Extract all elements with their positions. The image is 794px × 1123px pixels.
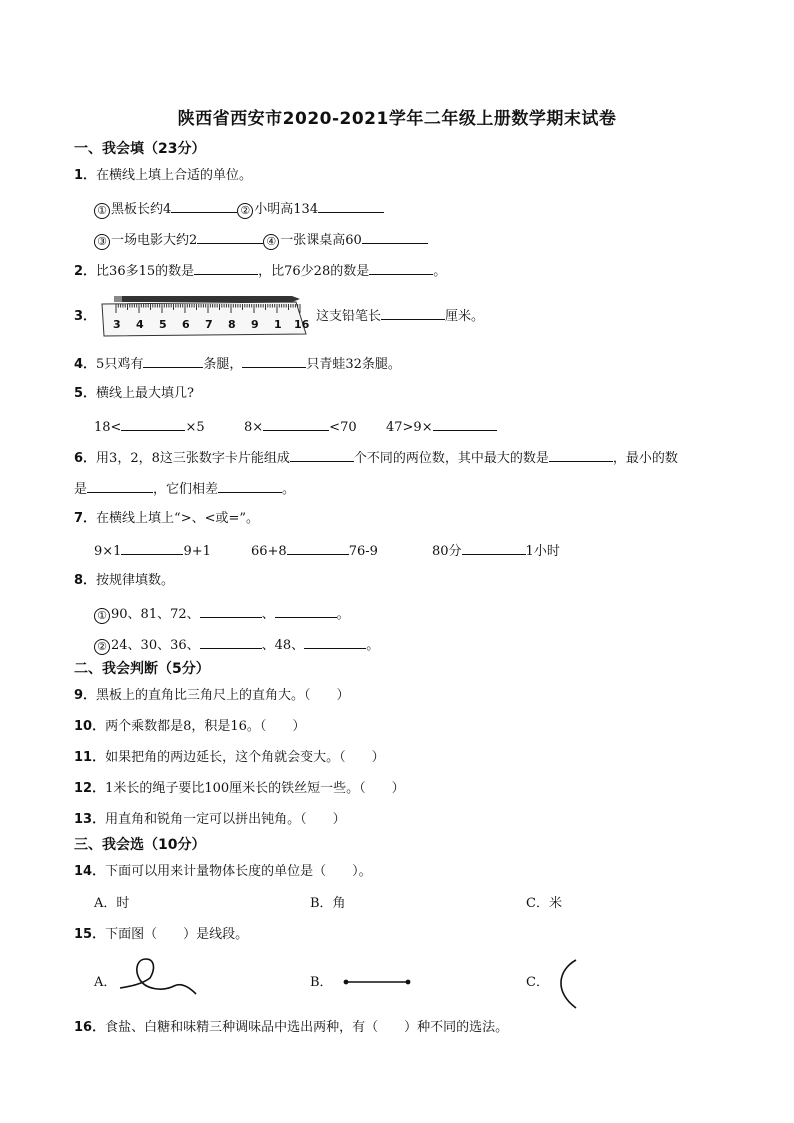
circled-number: ①	[94, 203, 110, 219]
question-5-expr-1	[94, 416, 205, 438]
question-text: 食盐、白糖和味精三种调味品中选出两种，有（ ）种不同的选法。	[105, 1020, 509, 1035]
expression-text: 18<	[94, 420, 122, 435]
answer-blank[interactable]	[433, 416, 497, 431]
question-16	[74, 1018, 508, 1038]
question-number: 5．	[74, 386, 97, 401]
question-text: 在横线上填上“>、<或=”。	[96, 511, 260, 526]
answer-blank[interactable]	[194, 260, 258, 275]
question-number: 14．	[74, 864, 106, 879]
question-text: ，它们相差	[153, 482, 219, 497]
answer-blank[interactable]	[87, 478, 153, 493]
sequence-text: 。	[366, 638, 380, 653]
answer-blank[interactable]	[287, 540, 349, 555]
question-text: 如果把角的两边延长，这个角就会变大。（ ）	[105, 750, 385, 765]
ruler-label: 6	[182, 318, 190, 331]
ruler-label: 4	[136, 318, 144, 331]
question-7-expr-1	[94, 540, 211, 562]
question-8	[74, 571, 174, 591]
ruler-label: 9	[251, 318, 259, 331]
question-13	[74, 810, 346, 830]
circled-number: ②	[94, 639, 110, 655]
ruler-label: 8	[228, 318, 236, 331]
question-number: 3．	[74, 309, 97, 324]
pencil-icon	[114, 296, 292, 302]
sequence-text: 、	[261, 607, 275, 622]
question-1-row-2	[94, 229, 428, 251]
answer-blank[interactable]	[275, 603, 337, 618]
question-number: 2．	[74, 264, 97, 279]
question-text: 横线上最大填几?	[96, 386, 195, 401]
question-text: 。	[433, 264, 447, 279]
answer-blank[interactable]	[362, 229, 428, 244]
question-text: 。	[282, 482, 296, 497]
circled-number: ④	[263, 234, 279, 250]
question-4	[74, 353, 401, 375]
question-7-expr-3	[432, 540, 560, 562]
question-1-row-1	[94, 198, 384, 220]
question-14-option-a[interactable]: A．时	[94, 896, 130, 911]
answer-blank[interactable]	[121, 540, 183, 555]
ruler-label: 1	[274, 318, 282, 331]
sequence-text: 、48、	[261, 638, 305, 653]
question-text: 用3，2，8这三张数字卡片能组成	[96, 451, 290, 466]
question-7	[74, 509, 259, 529]
answer-blank[interactable]	[369, 260, 433, 275]
expression-text: 80分	[432, 544, 462, 559]
question-7-expr-2	[251, 540, 378, 562]
question-6-line-2	[74, 478, 295, 500]
line-segment-figure-icon	[340, 975, 414, 989]
question-5-expr-3	[386, 416, 497, 438]
question-number: 12．	[74, 781, 106, 796]
expression-text: 8×	[244, 420, 264, 435]
question-text: 厘米。	[445, 309, 485, 324]
question-text: 只青蛙32条腿。	[306, 357, 401, 372]
question-text: ，最小的数	[612, 451, 678, 466]
question-text: 5只鸡有	[96, 357, 144, 372]
answer-blank[interactable]	[381, 305, 445, 320]
question-number: 10．	[74, 719, 106, 734]
question-number: 8．	[74, 573, 97, 588]
question-11	[74, 748, 385, 768]
curve-figure-icon	[118, 956, 202, 1000]
expression-text: 1小时	[525, 544, 560, 559]
question-number: 9．	[74, 688, 97, 703]
question-text: 这支铅笔长	[316, 309, 382, 324]
expression-text: ×5	[185, 420, 205, 435]
answer-blank[interactable]	[549, 447, 613, 462]
expression-text: 66+8	[251, 544, 287, 559]
question-6-line-1	[74, 447, 678, 469]
question-10	[74, 717, 305, 737]
section-2-heading: 二、我会判断（5分）	[74, 661, 210, 677]
question-text: 两个乘数都是8，积是16。（ ）	[105, 719, 306, 734]
question-number: 6．	[74, 451, 97, 466]
answer-blank[interactable]	[218, 478, 282, 493]
ruler-label: 5	[159, 318, 167, 331]
answer-blank[interactable]	[200, 634, 262, 649]
question-number: 4．	[74, 357, 97, 372]
answer-blank[interactable]	[143, 353, 203, 368]
question-number: 11．	[74, 750, 106, 765]
question-text: 用直角和锐角一定可以拼出钝角。（ ）	[105, 812, 346, 827]
expression-text: 76-9	[348, 544, 378, 559]
answer-blank[interactable]	[121, 416, 185, 431]
answer-blank[interactable]	[263, 416, 329, 431]
expression-text: 47>9×	[386, 420, 433, 435]
ruler-label: 3	[113, 318, 121, 331]
sequence-text: 90、81、72、	[111, 607, 200, 622]
question-15-option-a[interactable]: A．	[94, 975, 117, 990]
question-2	[74, 260, 446, 282]
question-text: 个不同的两位数，其中最大的数是	[353, 451, 549, 466]
question-8-seq-2	[94, 634, 379, 656]
question-number: 1．	[74, 168, 97, 183]
ruler-label: 7	[205, 318, 213, 331]
question-text: 是	[74, 482, 88, 497]
question-text: 1米长的绳子要比100厘米长的铁丝短一些。（ ）	[105, 781, 405, 796]
question-3-number	[74, 307, 96, 327]
circled-number: ②	[237, 203, 253, 219]
circled-number: ③	[94, 234, 110, 250]
question-15	[74, 925, 248, 945]
question-8-seq-1	[94, 603, 350, 625]
question-9	[74, 686, 350, 706]
ruler-label: 16	[294, 318, 310, 331]
question-number: 16．	[74, 1020, 106, 1035]
question-15-option-c[interactable]: C．	[526, 975, 549, 990]
question-5-expr-2	[244, 416, 357, 438]
answer-blank[interactable]	[318, 198, 384, 213]
question-text: 下面图（ ）是线段。	[105, 927, 249, 942]
question-text: 黑板上的直角比三角尺上的直角大。（ ）	[96, 688, 350, 703]
answer-blank[interactable]	[290, 447, 354, 462]
arc-figure-icon	[550, 958, 580, 1010]
question-text: 比36多15的数是	[96, 264, 195, 279]
section-1-heading: 一、我会填（23分）	[74, 141, 206, 157]
section-3-heading: 三、我会选（10分）	[74, 837, 206, 853]
question-number: 13．	[74, 812, 106, 827]
exam-title: 陕西省西安市2020-2021学年二年级上册数学期末试卷	[177, 109, 617, 129]
expression-text: 9×1	[94, 544, 122, 559]
answer-blank[interactable]	[242, 353, 306, 368]
question-14-option-c[interactable]: C．米	[526, 896, 562, 911]
question-1	[74, 166, 252, 186]
answer-blank[interactable]	[304, 634, 366, 649]
question-14	[74, 862, 372, 882]
expression-text: <70	[329, 420, 357, 435]
item-text: 一场电影大约2	[111, 233, 198, 248]
expression-text: 9+1	[183, 544, 211, 559]
question-text: 下面可以用来计量物体长度的单位是（ ）。	[105, 864, 372, 879]
question-14-option-b[interactable]: B．角	[310, 896, 346, 911]
question-15-option-b[interactable]: B．	[310, 975, 333, 990]
question-number: 7．	[74, 511, 97, 526]
answer-blank[interactable]	[197, 229, 263, 244]
pencil-ruler-figure	[100, 292, 312, 344]
circled-number: ①	[94, 608, 110, 624]
answer-blank[interactable]	[171, 198, 237, 213]
question-12	[74, 779, 405, 799]
question-5	[74, 384, 194, 404]
item-text: 黑板长约4	[111, 202, 172, 217]
question-text: 条腿，	[203, 357, 243, 372]
item-text: 一张课桌高60	[280, 233, 362, 248]
question-3-text	[316, 305, 484, 327]
sequence-text: 。	[336, 607, 350, 622]
question-text: 在横线上填上合适的单位。	[96, 168, 253, 183]
sequence-text: 24、30、36、	[111, 638, 200, 653]
question-text: ，比76少28的数是	[258, 264, 370, 279]
answer-blank[interactable]	[200, 603, 262, 618]
question-text: 按规律填数。	[96, 573, 175, 588]
question-number: 15．	[74, 927, 106, 942]
item-text: 小明高134	[254, 202, 319, 217]
answer-blank[interactable]	[462, 540, 526, 555]
